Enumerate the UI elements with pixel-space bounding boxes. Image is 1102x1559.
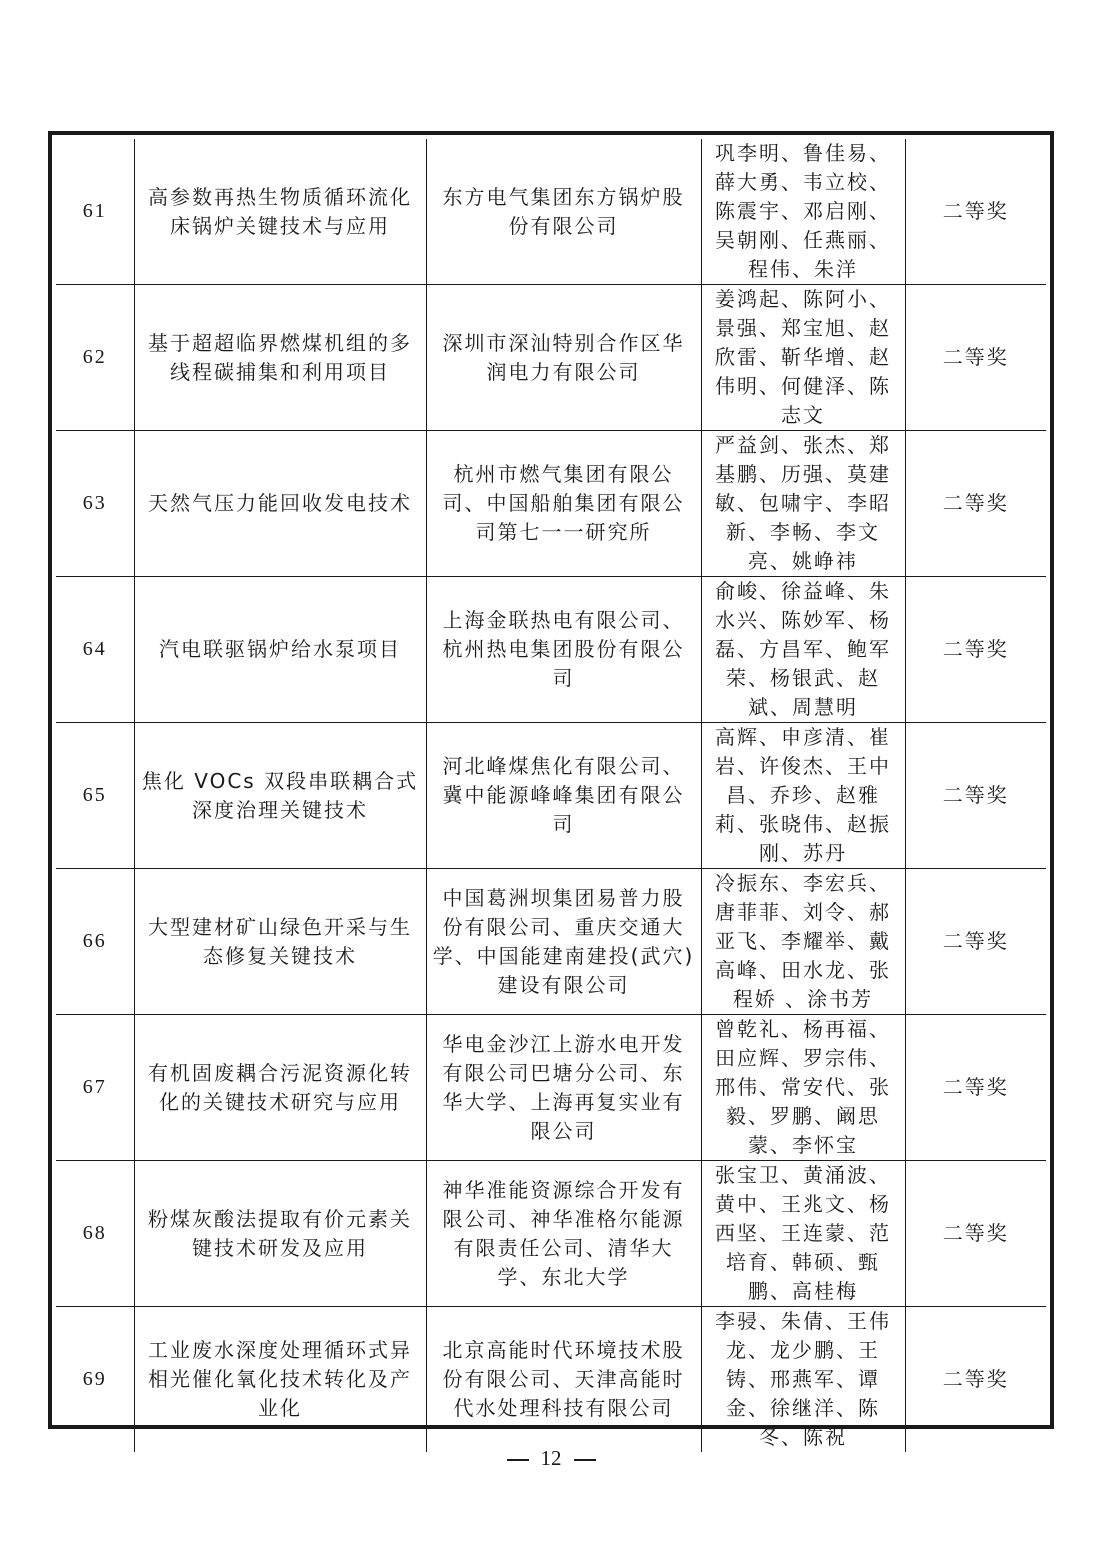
table-row [56,139,1046,285]
team-members: 严益剑、张杰、郑基鹏、历强、莫建敏、包啸宇、李昭新、李畅、李文亮、姚峥祎 [701,431,905,577]
left-dash [507,1459,529,1461]
row-number: 64 [56,577,134,723]
award-level: 二等奖 [905,1015,1046,1161]
row-number: 69 [56,1307,134,1453]
project-name: 粉煤灰酸法提取有价元素关键技术研发及应用 [134,1161,426,1307]
project-name: 基于超超临界燃煤机组的多线程碳捕集和利用项目 [134,285,426,431]
row-number: 66 [56,869,134,1015]
award-level: 二等奖 [905,139,1046,285]
organization-name: 北京高能时代环境技术股份有限公司、天津高能时代水处理科技有限公司 [426,1307,701,1453]
organization-name: 河北峰煤焦化有限公司、冀中能源峰峰集团有限公司 [426,723,701,869]
team-members: 曾乾礼、杨再福、田应辉、罗宗伟、邢伟、常安代、张毅、罗鹏、阚思蒙、李怀宝 [701,1015,905,1161]
award-level: 二等奖 [905,285,1046,431]
right-dash [574,1459,596,1461]
project-name: 汽电联驱锅炉给水泵项目 [134,577,426,723]
row-number: 63 [56,431,134,577]
table-row [56,723,1046,869]
award-level: 二等奖 [905,431,1046,577]
award-level: 二等奖 [905,1161,1046,1307]
team-members: 李骎、朱倩、王伟龙、龙少鹏、王铸、邢燕军、谭金、徐继洋、陈冬、陈祝 [701,1307,905,1453]
team-members: 姜鸿起、陈阿小、景强、郑宝旭、赵欣雷、靳华增、赵伟明、何健泽、陈志文 [701,285,905,431]
project-name: 大型建材矿山绿色开采与生态修复关键技术 [134,869,426,1015]
table-row [56,1307,1046,1453]
organization-name: 深圳市深汕特别合作区华润电力有限公司 [426,285,701,431]
row-number: 68 [56,1161,134,1307]
row-number: 65 [56,723,134,869]
award-table-body [56,139,1046,1452]
page-footer [0,1446,1102,1471]
table-row [56,577,1046,723]
organization-name: 上海金联热电有限公司、杭州热电集团股份有限公司 [426,577,701,723]
row-number: 61 [56,139,134,285]
table-row [56,869,1046,1015]
project-name: 高参数再热生物质循环流化床锅炉关键技术与应用 [134,139,426,285]
team-members: 张宝卫、黄涌波、黄中、王兆文、杨西坚、王连蒙、范培育、韩硕、甄鹏、高桂梅 [701,1161,905,1307]
organization-name: 杭州市燃气集团有限公司、中国船舶集团有限公司第七一一研究所 [426,431,701,577]
table-row [56,431,1046,577]
organization-name: 东方电气集团东方锅炉股份有限公司 [426,139,701,285]
project-name: 有机固废耦合污泥资源化转化的关键技术研究与应用 [134,1015,426,1161]
organization-name: 神华准能资源综合开发有限公司、神华准格尔能源有限责任公司、清华大学、东北大学 [426,1161,701,1307]
project-name: 工业废水深度处理循环式异相光催化氧化技术转化及产业化 [134,1307,426,1453]
organization-name: 中国葛洲坝集团易普力股份有限公司、重庆交通大学、中国能建南建投(武穴)建设有限公司 [426,869,701,1015]
row-number: 67 [56,1015,134,1161]
award-level: 二等奖 [905,869,1046,1015]
award-table-frame [48,131,1054,1449]
team-members: 巩李明、鲁佳易、薛大勇、韦立校、陈震宇、邓启刚、吴朝刚、任燕丽、程伟、朱洋 [701,139,905,285]
project-name: 天然气压力能回收发电技术 [134,431,426,577]
table-row [56,1015,1046,1161]
table-row [56,1161,1046,1307]
project-name: 焦化 VOCs 双段串联耦合式深度治理关键技术 [134,723,426,869]
page-number: 12 [540,1446,562,1470]
organization-name: 华电金沙江上游水电开发有限公司巴塘分公司、东华大学、上海再复实业有限公司 [426,1015,701,1161]
team-members: 高辉、申彦清、崔岩、许俊杰、王中昌、乔珍、赵雅莉、张晓伟、赵振刚、苏丹 [701,723,905,869]
team-members: 冷振东、李宏兵、唐菲菲、刘令、郝亚飞、李耀举、戴高峰、田水龙、张程娇 、涂书芳 [701,869,905,1015]
team-members: 俞峻、徐益峰、朱水兴、陈妙军、杨磊、方昌军、鲍军荣、杨银武、赵斌、周慧明 [701,577,905,723]
table-row [56,285,1046,431]
award-level: 二等奖 [905,577,1046,723]
award-level: 二等奖 [905,1307,1046,1453]
award-level: 二等奖 [905,723,1046,869]
award-table [56,139,1046,1452]
row-number: 62 [56,285,134,431]
